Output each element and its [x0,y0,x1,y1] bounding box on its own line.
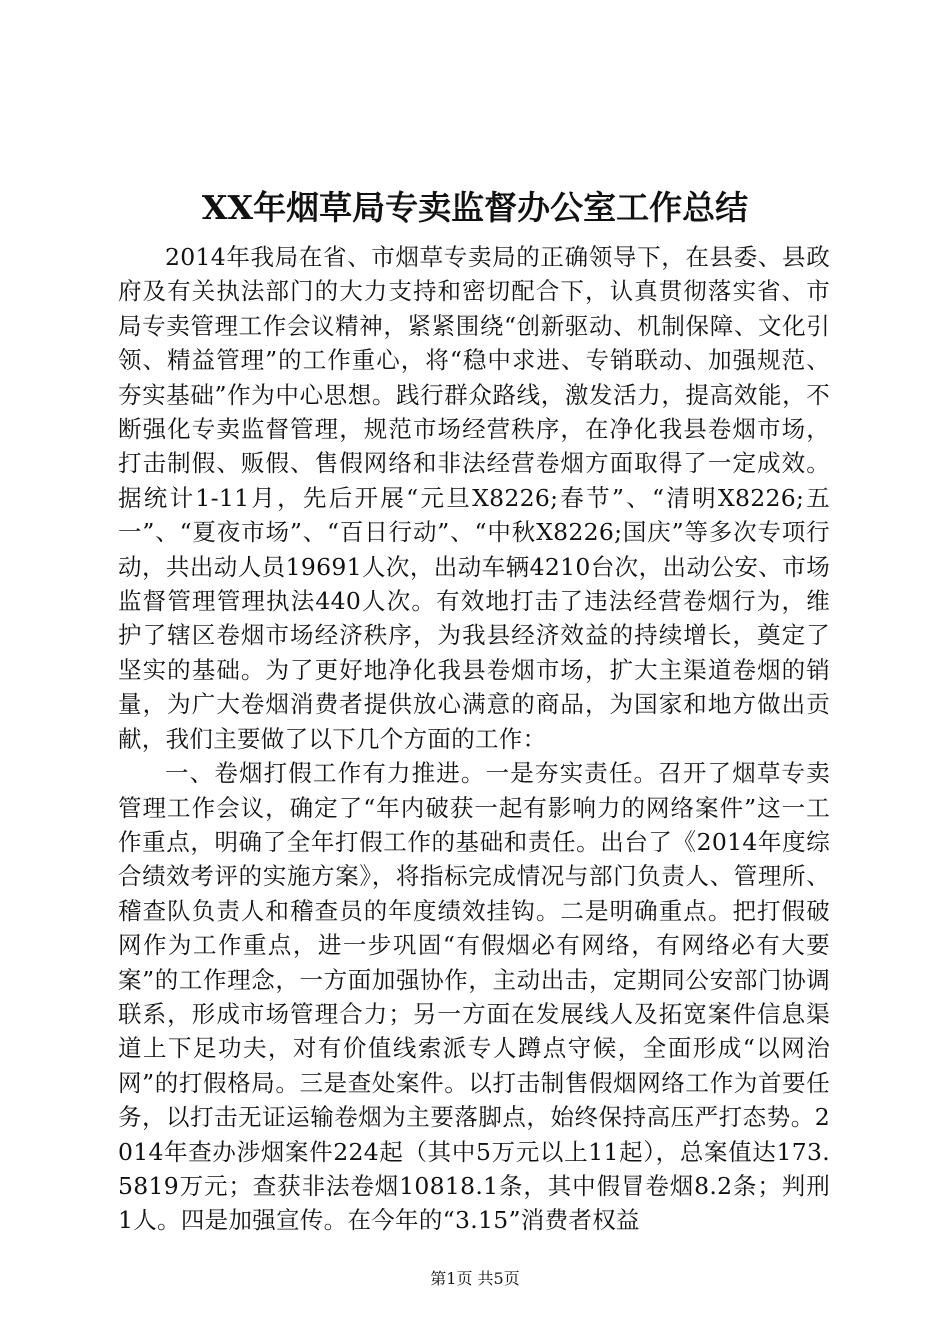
paragraph-intro: 2014年我局在省、市烟草专卖局的正确领导下，在县委、县政府及有关执法部门的大力支持和密切配合下，认真贯彻落实省、市局专卖管理工作会议精神，紧紧围绕“创新驱动、机制保障、文化引领、精益管理”的工作重心，将“稳中求进、专销联动、加强规范、夯实基础”作为中心思想。践行群众路线，激发活力，提高效能，不断强化专卖监督管理，规范市场经营秩序，在净化我县卷烟市场，打击制假、贩假、售假网络和非法经营卷烟方面取得了一定成效。据统计1-11月，先后开展“元旦X8226;春节”、“清明X8226;五一”、“夏夜市场”、“百日行动”、“中秋X8226;国庆”等多次专项行动，共出动人员19691人次，出动车辆4210台次，出动公安、市场监督管理管理执法440人次。有效地打击了违法经营卷烟行为，维护了辖区卷烟市场经济秩序，为我县经济效益的持续增长，奠定了坚实的基础。为了更好地净化我县卷烟市场，扩大主渠道卷烟的销量，为广大卷烟消费者提供放心满意的商品，为国家和地方做出贡献，我们主要做了以下几个方面的工作： [118,243,830,753]
paragraph-section-1: 一、卷烟打假工作有力推进。一是夯实责任。召开了烟草专卖管理工作会议，确定了“年内破获一起有影响力的网络案件”这一工作重点，明确了全年打假工作的基础和责任。出台了《2014年度综合绩效考评的实施方案》，将指标完成情况与部门负责人、管理所、稽查队负责人和稽查员的年度绩效挂钩。二是明确重点。把打假破网作为工作重点，进一步巩固“有假烟必有网络，有网络必有大要案”的工作理念，一方面加强协作，主动出击，定期同公安部门协调联系，形成市场管理合力；另一方面在发展线人及拓宽案件信息渠道上下足功夫，对有价值线索派专人蹲点守候，全面形成“以网治网”的打假格局。三是查处案件。以打击制售假烟网络工作为首要任务，以打击无证运输卷烟为主要落脚点，始终保持高压严打态势。2014年查办涉烟案件224起（其中5万元以上11起），总案值达173.5819万元；查获非法卷烟10818.1条，其中假冒卷烟8.2条；判刑1人。四是加强宣传。在今年的“3.15”消费者权益 [118,759,830,1235]
page-number-footer: 第1页 共5页 [430,1269,520,1288]
document-title: XX年烟草局专卖监督办公室工作总结 [201,188,749,227]
document-body [118,240,830,1238]
